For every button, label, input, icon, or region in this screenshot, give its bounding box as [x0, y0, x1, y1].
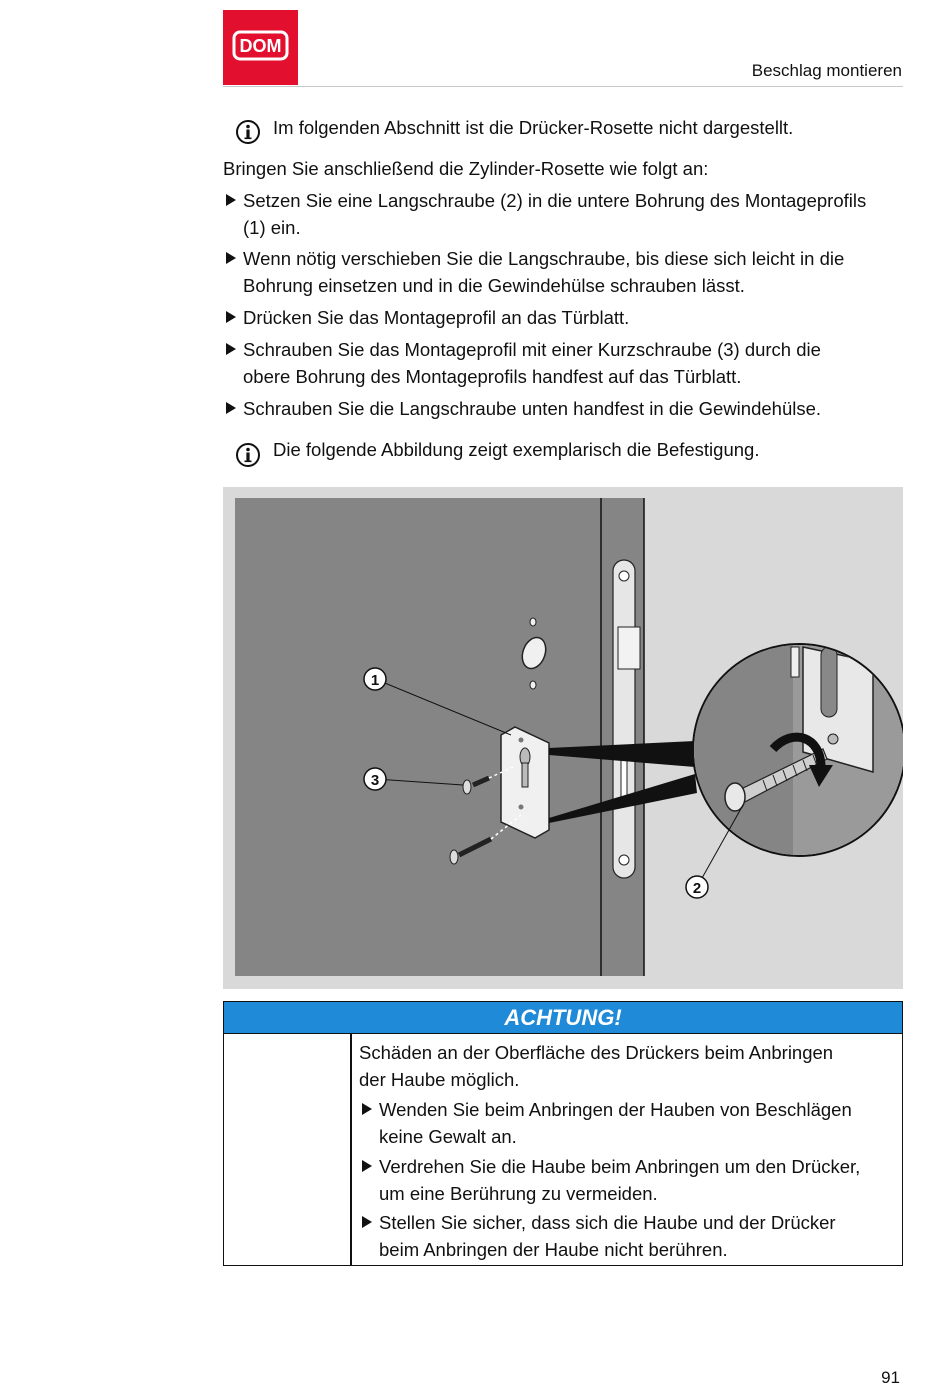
warning-item-line: Wenden Sie beim Anbringen der Hauben von Beschlägen: [379, 1099, 852, 1120]
warning-title: ACHTUNG!: [224, 1002, 902, 1034]
warning-item-line: keine Gewalt an.: [379, 1126, 517, 1147]
callout-label: 1: [370, 672, 380, 689]
warning-item-line: Stellen Sie sicher, dass sich die Haube und der Drücker: [379, 1212, 836, 1233]
warning-text: der Haube möglich.: [359, 1069, 520, 1090]
bullet-icon: [362, 1216, 372, 1228]
warning-text: Schäden an der Oberfläche des Drückers beim Anbringen: [359, 1042, 834, 1063]
door-leaf: [235, 498, 644, 976]
step-line: Schrauben Sie die Langschraube unten handfest in die Gewindehülse.: [243, 398, 822, 419]
lock-faceplate: [613, 560, 635, 878]
bullet-icon: [226, 402, 236, 414]
warning-item-line: beim Anbringen der Haube nicht berühren.: [379, 1239, 728, 1260]
dom-logo: [223, 10, 298, 85]
intro-text: Bringen Sie anschließend die Zylinder-Rosette wie folgt an:: [223, 158, 709, 179]
step-line: Drücken Sie das Montageprofil an das Türblatt.: [243, 307, 630, 328]
warning-column-divider: [350, 1034, 352, 1265]
header-divider: [223, 86, 903, 87]
step-line: Wenn nötig verschieben Sie die Langschraube, bis diese sich leicht in die: [243, 248, 845, 269]
warning-item-line: um eine Berührung zu vermeiden.: [379, 1183, 658, 1204]
info-icon: [235, 119, 261, 145]
bullet-icon: [226, 252, 236, 264]
info-icon: [235, 442, 261, 468]
bullet-icon: [226, 311, 236, 323]
page-number: 91: [881, 1368, 900, 1387]
detail-magnifier: [683, 642, 903, 862]
mounting-illustration: [223, 487, 903, 989]
callout-3: [364, 768, 386, 790]
callout-2: [686, 876, 708, 898]
logo-text: DOM: [239, 36, 282, 56]
step-line: (1) ein.: [243, 217, 301, 238]
step-line: Bohrung einsetzen und in die Gewindehülse schrauben lässt.: [243, 275, 745, 296]
section-title: Beschlag montieren: [751, 61, 902, 80]
step-line: Schrauben Sie das Montageprofil mit einer Kurzschraube (3) durch die: [243, 339, 821, 360]
bullet-icon: [226, 343, 236, 355]
step-line: obere Bohrung des Montageprofils handfest auf das Türblatt.: [243, 366, 742, 387]
callout-label: 3: [370, 772, 380, 789]
warning-item-line: Verdrehen Sie die Haube beim Anbringen um den Drücker,: [379, 1156, 861, 1177]
bullet-icon: [226, 194, 236, 206]
callout-label: 2: [692, 880, 702, 897]
note-text: Die folgende Abbildung zeigt exemplarisch die Befestigung.: [273, 439, 760, 460]
bullet-icon: [362, 1160, 372, 1172]
callout-1: [364, 668, 386, 690]
note-text: Im folgenden Abschnitt ist die Drücker-Rosette nicht dargestellt.: [273, 117, 794, 138]
bullet-icon: [362, 1103, 372, 1115]
step-line: Setzen Sie eine Langschraube (2) in die untere Bohrung des Montageprofils: [243, 190, 867, 211]
